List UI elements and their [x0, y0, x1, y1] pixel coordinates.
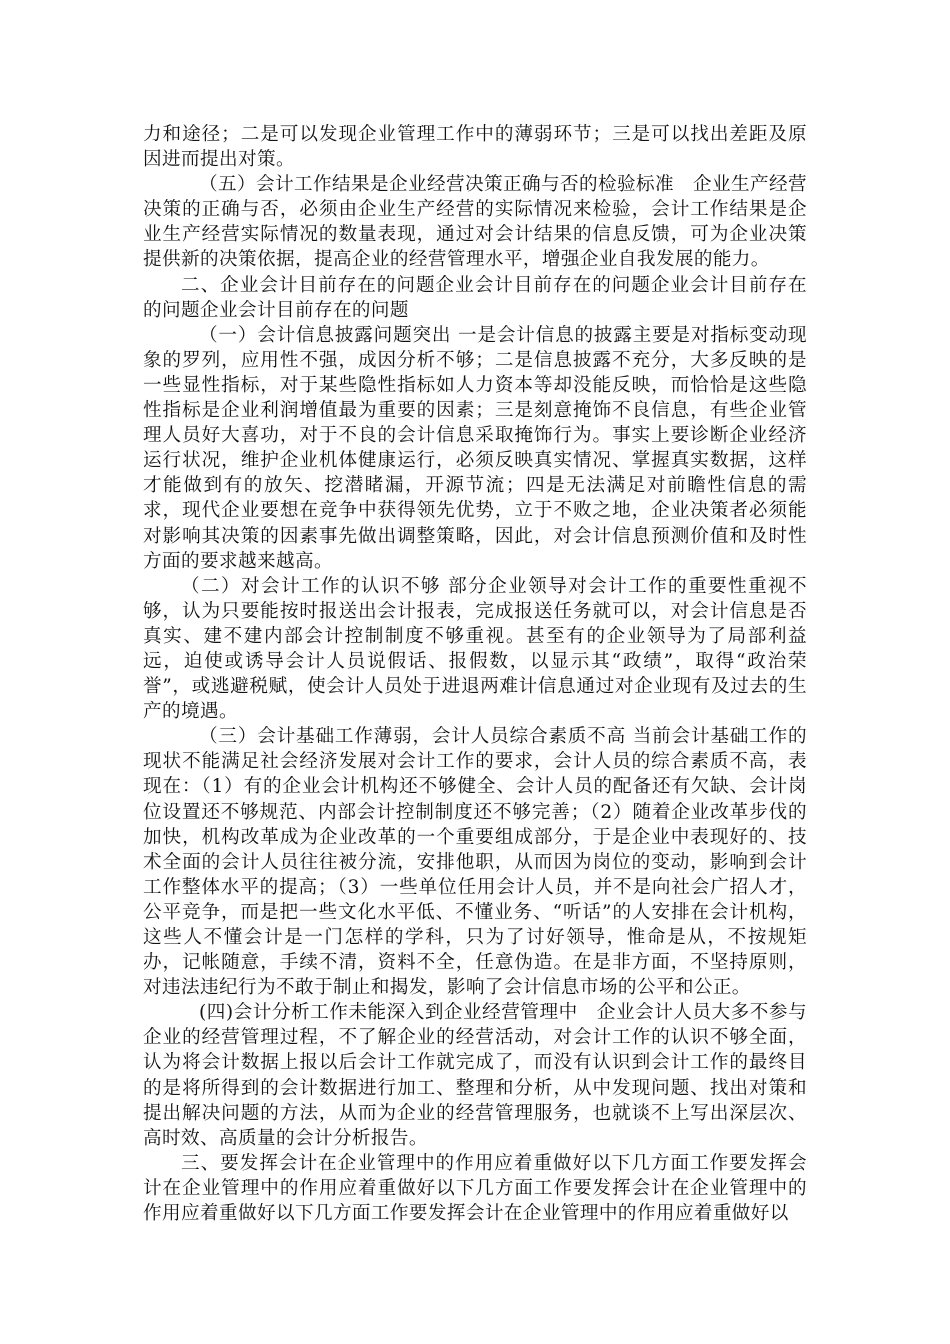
heading-section-2: 二、企业会计目前存在的问题企业会计目前存在的问题企业会计目前存在的问题企业会计目前存在的问题 — [143, 274, 807, 321]
paragraph-continuation: 力和途径；二是可以发现企业管理工作中的薄弱环节；三是可以找出差距及原因进而提出对策。 — [143, 124, 807, 171]
paragraph-subsection-1: （一）会计信息披露问题突出 一是会计信息的披露主要是对指标变动现象的罗列，应用性不强，成因分析不够；二是信息披露不充分，大多反映的是一些显性指标，对于某些隐性指标如人力资本等却没能反映，而恰恰是这些隐性指标是企业利润增值最为重要的因素；三是刻意掩饰不良信息，有些企业管理人员好大喜功，对于不良的会计信息采取掩饰行为。事实上要诊断企业经济运行状况，维护企业机体健康运行，必须反映真实情况、掌握真实数据，这样才能做到有的放矢、挖潜睹漏，开源节流；四是无法满足对前瞻性信息的需求，现代企业要想在竞争中获得领先优势，立于不败之地，企业决策者必须能对影响其决策的因素事先做出调整策略，因此，对会计信息预测价值和及时性方面的要求越来越高。 — [143, 324, 807, 572]
paragraph-subsection-2: （二）对会计工作的认识不够 部分企业领导对会计工作的重要性重视不够，认为只要能按时报送出会计报表，完成报送任务就可以，对会计信息是否真实、建不建内部会计控制制度不够重视。甚至有的企业领导为了局部利益远，迫使或诱导会计人员说假话、报假数，以显示其“政绩”，取得“政治荣誉”，或逃避税赋，使会计人员处于进退两难计信息通过对企业现有及过去的生产的境遇。 — [143, 575, 807, 723]
document-page — [143, 122, 807, 1226]
paragraph-subsection-4: (四)会计分析工作未能深入到企业经营管理中 企业会计人员大多不参与企业的经营管理过程，不了解企业的经营活动，对会计工作的认识不够全面，认为将会计数据上报以后会计工作就完成了，而没有认识到会计工作的最终目的是将所得到的会计数据进行加工、整理和分析，从中发现问题、找出对策和提出解决问题的方法，从而为企业的经营管理服务，也就谈不上写出深层次、高时效、高质量的会计分析报告。 — [143, 1002, 807, 1149]
paragraph-section-5: （五）会计工作结果是企业经营决策正确与否的检验标准 企业生产经营决策的正确与否，必须由企业生产经营的实际情况来检验，会计工作结果是企业生产经营实际情况的数量表现，通过对会计结果的信息反馈，可为企业决策提供新的决策依据，提高企业的经营管理水平，增强企业自我发展的能力。 — [143, 174, 807, 271]
heading-section-3: 三、要发挥会计在企业管理中的作用应着重做好以下几方面工作要发挥会计在企业管理中的作用应着重做好以下几方面工作要发挥会计在企业管理中的作用应着重做好以下几方面工作要发挥会计在企业管理中的作用应着重做好以 — [143, 1152, 807, 1225]
paragraph-subsection-3: （三）会计基础工作薄弱，会计人员综合素质不高 当前会计基础工作的现状不能满足社会经济发展对会计工作的要求，会计人员的综合素质不高，表现在：（1）有的企业会计机构还不够健全、会计人员的配备还有欠缺、会计岗位设置还不够规范、内部会计控制制度还不够完善；（2）随着企业改革步伐的加快，机构改革成为企业改革的一个重要组成部分，于是企业中表现好的、技术全面的会计人员往往被分流，安排他职，从而因为岗位的变动，影响到会计工作整体水平的提高；（3）一些单位任用会计人员，并不是向社会广招人才，公平竞争，而是把一些文化水平低、不懂业务、“听话”的人安排在会计机构，这些人不懂会计是一门怎样的学科，只为了讨好领导，惟命是从，不按规矩办，记帐随意，手续不清，资料不全，任意伪造。在是非方面，不坚持原则，对违法违纪行为不敢于制止和揭发，影响了会计信息市场的公平和公正。 — [143, 726, 807, 999]
